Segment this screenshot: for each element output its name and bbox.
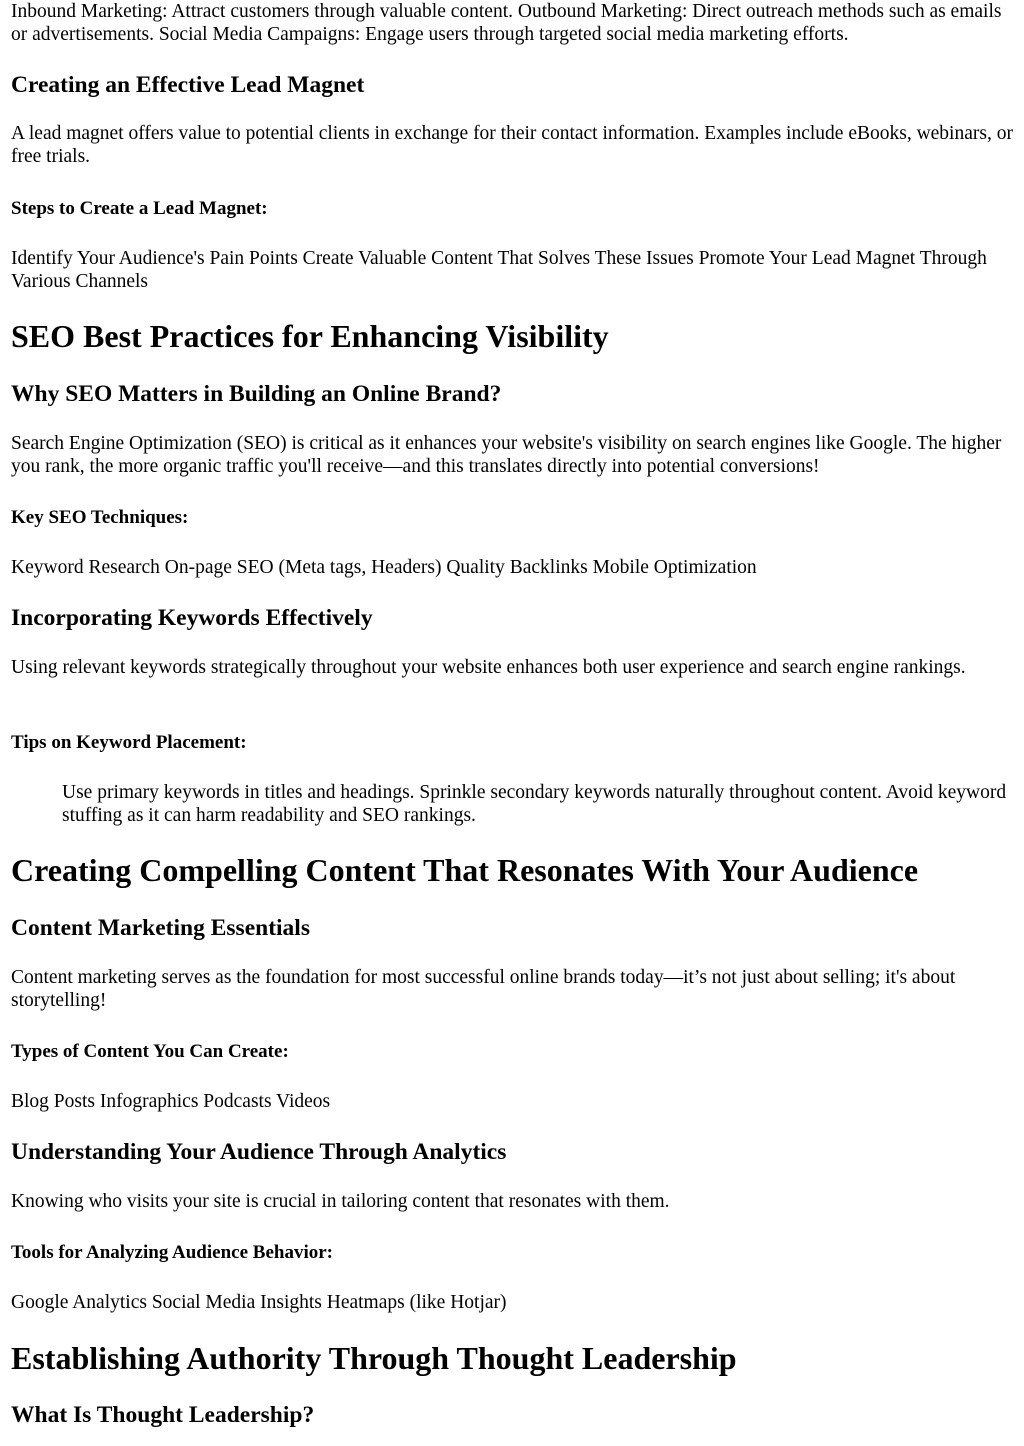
paragraph-analysis-tools: Google Analytics Social Media Insights Heatmaps (like Hotjar) [11, 1292, 507, 1313]
heading-keyword-placement-tips: Tips on Keyword Placement: [11, 732, 247, 753]
paragraph-why-seo: Search Engine Optimization (SEO) is critical as it enhances your website's visibility on search engines like Google. The higher you rank, the more organic traffic you'll receive—and this translates directly into potential conversions! [11, 433, 1002, 477]
paragraph-audience-analytics: Knowing who visits your site is crucial in tailoring content that resonates with them. [11, 1191, 670, 1212]
paragraph-types-of-content: Blog Posts Infographics Podcasts Videos [11, 1091, 331, 1112]
paragraph-key-seo-techniques: Keyword Research On-page SEO (Meta tags, Headers) Quality Backlinks Mobile Optimization [11, 557, 757, 578]
heading-key-seo-techniques: Key SEO Techniques: [11, 507, 189, 528]
heading-content-marketing-essentials: Content Marketing Essentials [11, 915, 310, 941]
heading-steps-lead-magnet: Steps to Create a Lead Magnet: [11, 198, 268, 219]
heading-thought-leadership-authority: Establishing Authority Through Thought Leadership [11, 1340, 737, 1376]
blockquote-keyword-placement-tips: Use primary keywords in titles and headings. Sprinkle secondary keywords naturally throughout content. Avoid keyword stuffing as it can harm readability and SEO rankings. [62, 782, 1007, 826]
heading-lead-magnet: Creating an Effective Lead Magnet [11, 72, 365, 98]
heading-compelling-content: Creating Compelling Content That Resonates With Your Audience [11, 852, 919, 888]
heading-incorporating-keywords: Incorporating Keywords Effectively [11, 605, 373, 631]
heading-what-is-thought-leadership: What Is Thought Leadership? [11, 1402, 315, 1428]
paragraph-steps-lead-magnet: Identify Your Audience's Pain Points Create Valuable Content That Solves These Issues Promote Your Lead Magnet Through Various Channels [11, 248, 987, 292]
heading-audience-analytics: Understanding Your Audience Through Analytics [11, 1139, 507, 1165]
paragraph-lead-magnet: A lead magnet offers value to potential clients in exchange for their contact information. Examples include eBooks, webinars, or free trials. [11, 123, 1013, 167]
heading-seo-best-practices: SEO Best Practices for Enhancing Visibility [11, 318, 609, 354]
heading-why-seo: Why SEO Matters in Building an Online Brand? [11, 381, 502, 407]
paragraph-incorporating-keywords: Using relevant keywords strategically throughout your website enhances both user experience and search engine rankings. [11, 657, 966, 678]
heading-types-of-content: Types of Content You Can Create: [11, 1041, 289, 1062]
paragraph-marketing-types: Inbound Marketing: Attract customers through valuable content. Outbound Marketing: Direct outreach methods such as emails or advertisements. Social Media Campaigns: Engage users through targeted social media marketing efforts. [11, 1, 1002, 45]
paragraph-content-marketing-essentials: Content marketing serves as the foundation for most successful online brands today—it’s not just about selling; it's about storytelling! [11, 967, 956, 1011]
heading-analysis-tools: Tools for Analyzing Audience Behavior: [11, 1242, 333, 1263]
